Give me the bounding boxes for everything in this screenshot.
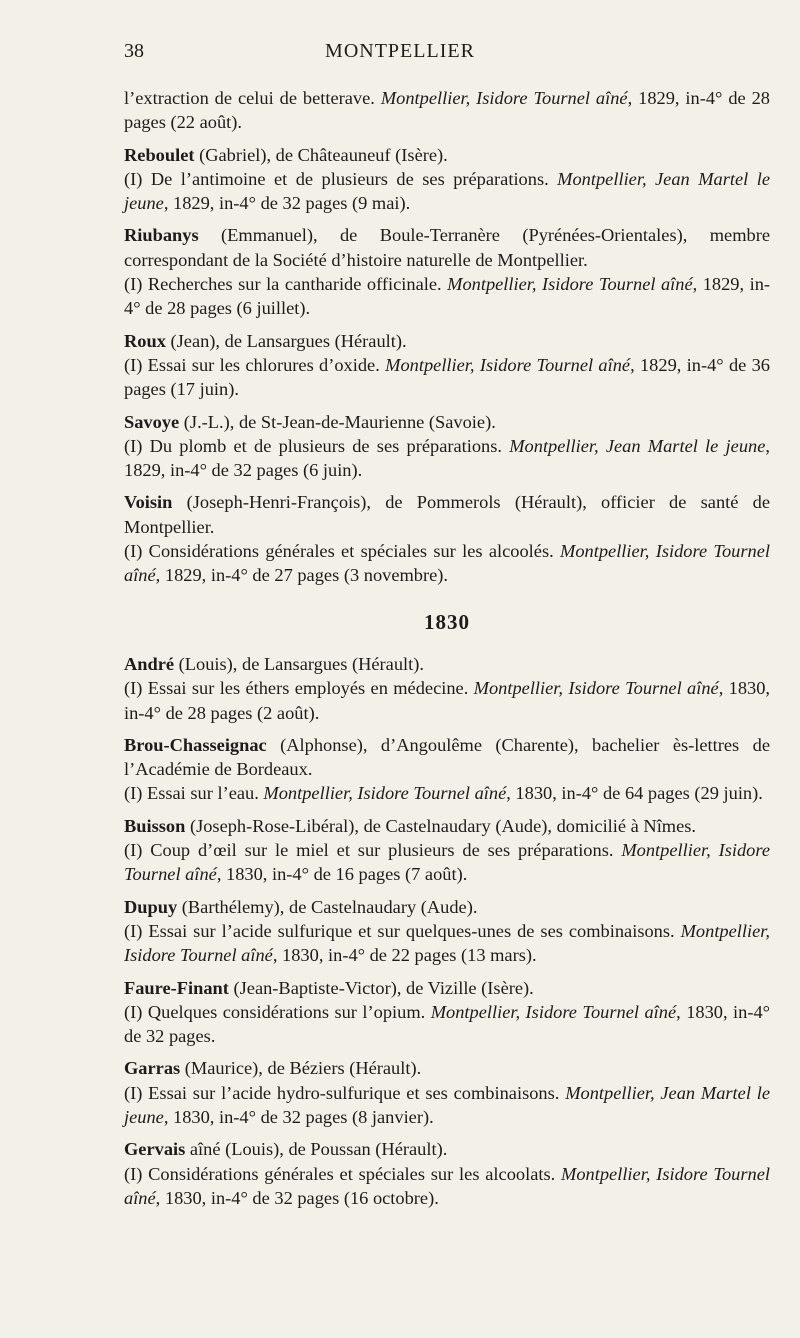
author-name: Voisin — [124, 492, 173, 513]
work-citation: (I) Coup d’œil sur le miel et sur plusieurs de ses préparations. Montpellier, Isidore Tournel aîné, 1830, in-4° de 16 pages (7 août). — [124, 840, 770, 885]
bibliography-entry — [124, 733, 770, 806]
bibliography-entry — [124, 329, 770, 402]
work-citation: (I) Essai sur les chlorures d’oxide. Montpellier, Isidore Tournel aîné, 1829, in-4° de 36 pages (17 juin). — [124, 354, 770, 400]
author-name: Reboulet — [124, 144, 195, 165]
work-citation: (I) Essai sur l’acide sulfurique et sur quelques-unes de ses combinaisons. Montpellier, Isidore Tournel aîné, 1830, in-4° de 22 pages (13 mars). — [124, 920, 770, 966]
bibliography-entry — [124, 1056, 770, 1129]
work-citation: (I) Quelques considérations sur l’opium. Montpellier, Isidore Tournel aîné, 1830, in-4° de 32 pages. — [124, 1001, 771, 1047]
author-name: André — [124, 653, 175, 674]
author-line — [124, 976, 770, 1000]
author-info: (Barthélemy), de Castelnaudary (Aude). — [177, 896, 478, 917]
entries-1829 — [124, 143, 770, 588]
bibliography-entry — [124, 814, 770, 887]
author-line — [124, 143, 770, 167]
author-info: (Emmanuel), de Boule-Terranère (Pyrénées-Orientales), membre correspondant de la Société d’histoire naturelle de Montpellier. — [124, 225, 770, 270]
author-info: (Joseph-Henri-François), de Pommerols (Hérault), officier de santé de Montpellier. — [124, 492, 770, 537]
author-info: (Maurice), de Béziers (Hérault). — [180, 1058, 422, 1079]
author-name: Garras — [124, 1058, 181, 1079]
bibliography-entry — [124, 895, 770, 968]
bibliography-entry — [124, 976, 770, 1049]
work-citation: (I) Du plomb et de plusieurs de ses préparations. Montpellier, Jean Martel le jeune, 1829, in-4° de 32 pages (6 juin). — [124, 435, 770, 481]
author-line — [124, 1056, 770, 1080]
author-info: (Gabriel), de Châteauneuf (Isère). — [194, 144, 448, 165]
author-info: (Alphonse), d’Angoulême (Charente), bachelier ès-lettres de l’Académie de Bordeaux. — [124, 734, 770, 780]
author-name: Roux — [124, 330, 166, 351]
author-info: (J.-L.), de St-Jean-de-Maurienne (Savoie). — [179, 411, 496, 432]
continuation-paragraph: l’extraction de celui de betterave. Montpellier, Isidore Tournel aîné, 1829, in-4° de 28 pages (22 août). — [124, 88, 771, 133]
work-citation: (I) Essai sur l’acide hydro-sulfurique et ses combinaisons. Montpellier, Jean Martel le jeune, 1830, in-4° de 32 pages (8 janvier). — [124, 1082, 771, 1127]
work-citation: (I) Essai sur l’eau. Montpellier, Isidore Tournel aîné, 1830, in-4° de 64 pages (29 juin). — [124, 783, 763, 804]
year-heading: 1830 — [424, 609, 470, 634]
bibliography-entry — [124, 223, 770, 320]
author-line — [124, 490, 770, 539]
bibliography-entry — [124, 490, 770, 587]
work-citation: (I) Considérations générales et spéciales sur les alcoolats. Montpellier, Isidore Tournel aîné, 1830, in-4° de 32 pages (16 octobre). — [124, 1163, 770, 1208]
bibliography-entry — [124, 652, 770, 725]
running-head: MONTPELLIER — [325, 40, 475, 62]
bibliography-entry — [124, 143, 770, 216]
author-line — [124, 329, 770, 353]
author-line — [124, 733, 770, 782]
author-name: Gervais — [124, 1139, 186, 1160]
page-header — [0, 40, 800, 80]
author-line — [124, 223, 770, 272]
author-info: (Louis), de Lansargues (Hérault). — [174, 653, 424, 674]
author-info: (Joseph-Rose-Libéral), de Castelnaudary (Aude), domicilié à Nîmes. — [185, 815, 697, 836]
author-name: Savoye — [124, 411, 180, 432]
author-info: (Jean-Baptiste-Victor), de Vizille (Isère). — [228, 977, 534, 998]
bibliography-entry — [124, 1137, 770, 1210]
entries-1830 — [124, 652, 770, 1210]
work-citation: (I) Essai sur les éthers employés en médecine. Montpellier, Isidore Tournel aîné, 1830, in-4° de 28 pages (2 août). — [124, 678, 771, 723]
bibliography-entry — [124, 410, 770, 483]
author-name: Riubanys — [124, 225, 199, 246]
work-citation: (I) Considérations générales et spéciales sur les alcoolés. Montpellier, Isidore Tournel aîné, 1829, in-4° de 27 pages (3 novembre). — [124, 541, 770, 586]
author-name: Brou-Chasseignac — [124, 734, 267, 755]
work-citation: (I) Recherches sur la cantharide officinale. Montpellier, Isidore Tournel aîné, 1829, in-4° de 28 pages (6 juillet). — [124, 274, 771, 319]
author-line — [124, 1137, 770, 1161]
author-line — [124, 895, 770, 919]
author-info: aîné (Louis), de Poussan (Hérault). — [185, 1139, 448, 1160]
author-name: Buisson — [124, 815, 186, 836]
author-line — [124, 652, 770, 676]
author-name: Dupuy — [124, 896, 178, 917]
author-line — [124, 814, 770, 838]
author-line — [124, 410, 770, 434]
work-citation: (I) De l’antimoine et de plusieurs de ses préparations. Montpellier, Jean Martel le jeune, 1829, in-4° de 32 pages (9 mai). — [124, 168, 770, 214]
text-column — [124, 86, 770, 1210]
page-number: 38 — [124, 40, 144, 62]
author-info: (Jean), de Lansargues (Hérault). — [165, 330, 407, 351]
author-name: Faure-Finant — [124, 977, 229, 998]
